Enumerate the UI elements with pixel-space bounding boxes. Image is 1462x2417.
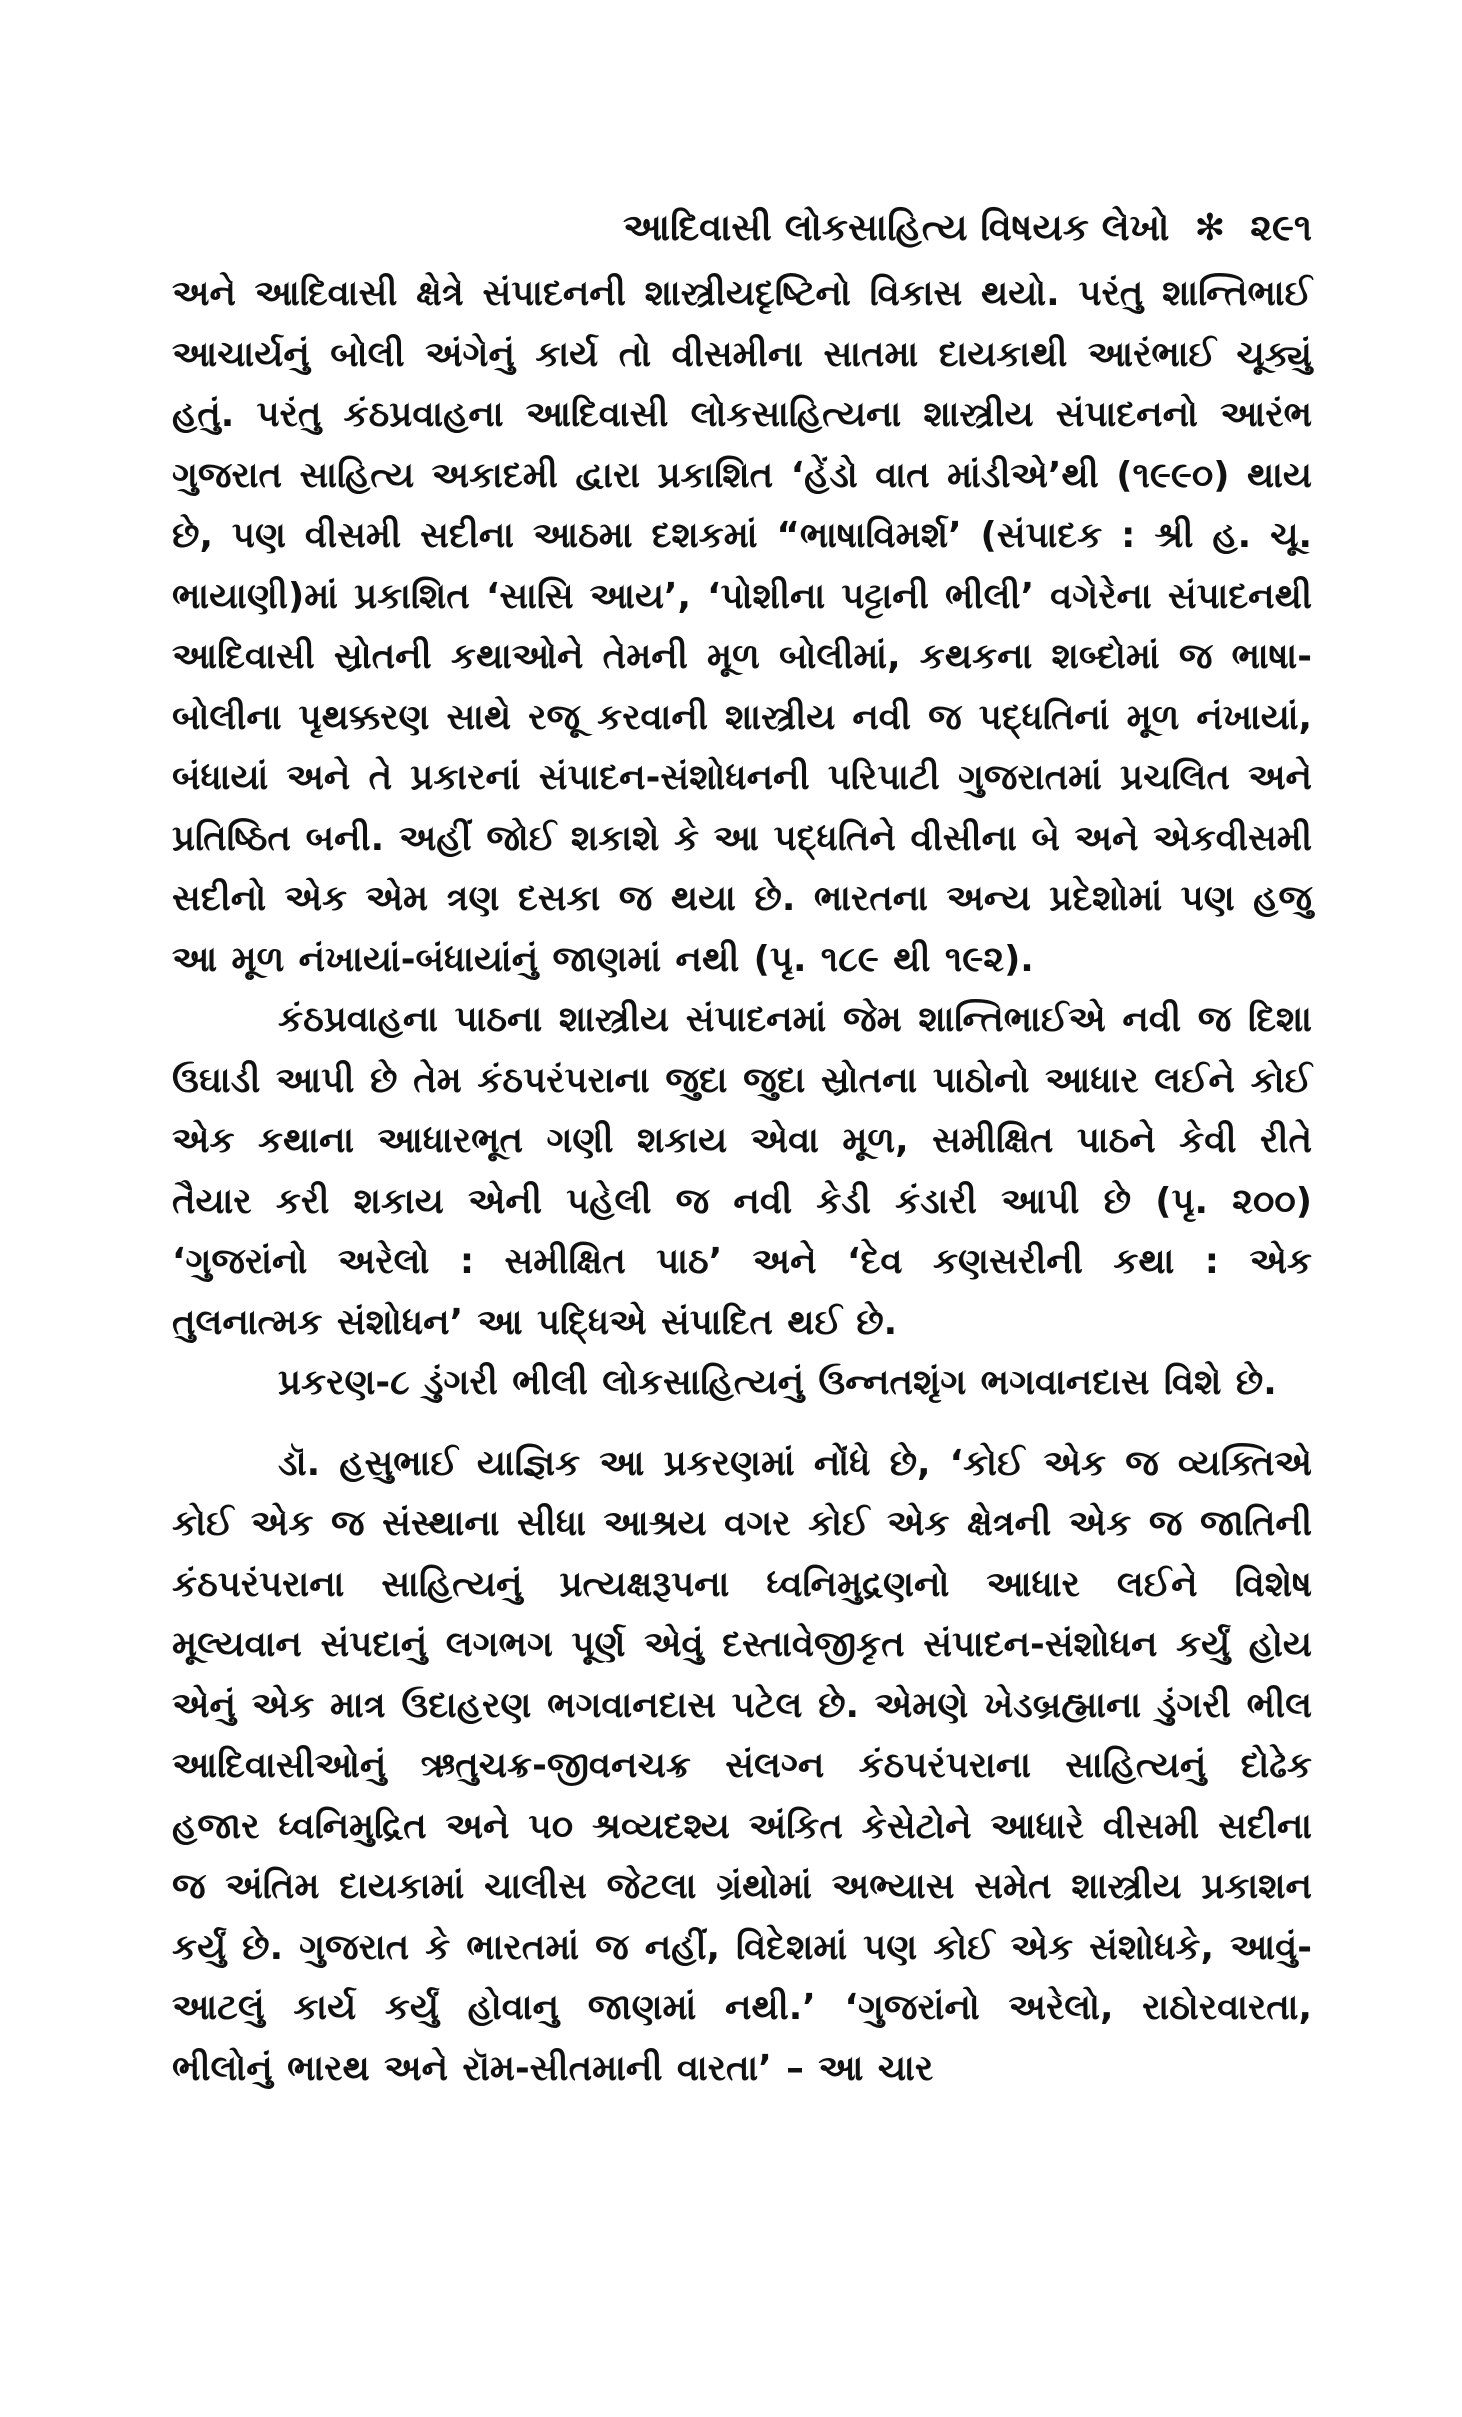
page-number: ૨૯૧ xyxy=(1250,206,1312,249)
paragraph-4: ડૉ. હસુભાઈ યાજ્ઞિક આ પ્રકરણમાં નોંધે છે, ‘કોઈ એક જ વ્યક્તિએ કોઈ એક જ સંસ્થાના સીધા આશ્રય વગર કોઈ એક ક્ષેત્રની એક જ જાતિની કંઠપરંપરાના સાહિત્યનું પ્રત્યક્ષરૂપના ધ્વનિમુદ્રણનો આધાર લઈને વિશેષ મૂલ્યવાન સંપદાનું લગભગ પૂર્ણ એવું દસ્તાવેજીકૃત સંપાદન-સંશોધન કર્યું હોય એનું એક માત્ર ઉદાહરણ ભગવાનદાસ પટેલ છે. એમણે ખેડબ્રહ્માના ડુંગરી ભીલ આદિવાસીઓનું ઋતુચક્ર-જીવનચક્ર સંલગ્ન કંઠપરંપરાના સાહિત્યનું દોઢેક હજાર ધ્વનિમુદ્રિત અને ૫૦ શ્રવ્યદશ્ય અંકિત કેસેટોને આધારે વીસમી સદીના જ અંતિમ દાયકામાં ચાલીસ જેટલા ગ્રંથોમાં અભ્યાસ સમેત શાસ્ત્રીય પ્રકાશન કર્યું છે. ગુજરાત કે ભારતમાં જ નહીં, વિદેશમાં પણ કોઈ એક સંશોધકે, આવું-આટલું કાર્ય કર્યું હોવાનુ જાણમાં નથી.’ ‘ગુજરાંનો અરેલો, રાઠોરવારતા, ભીલોનું ભારથ અને રૉમ-સીતમાની વારતા’ – આ ચાર xyxy=(172,1442,1312,2089)
header-title: આદિવાસી લોકસાહિત્ય વિષયક લેખો xyxy=(623,206,1170,249)
paragraph-3: પ્રકરણ-૮ ડુંગરી ભીલી લોકસાહિત્યનું ઉન્નતશૃંગ ભગવાનદાસ વિશે છે. xyxy=(278,1362,1277,1403)
asterisk-icon: ✻ xyxy=(1194,206,1226,249)
running-header xyxy=(172,198,1312,258)
paragraph-1: અને આદિવાસી ક્ષેત્રે સંપાદનની શાસ્ત્રીયદૃષ્ટિનો વિકાસ થયો. પરંતુ શાન્તિભાઈ આચાર્યનું બોલી અંગેનું કાર્ય તો વીસમીના સાતમા દાયકાથી આરંભાઈ ચૂક્યું હતું. પરંતુ કંઠપ્રવાહના આદિવાસી લોકસાહિત્યના શાસ્ત્રીય સંપાદનનો આરંભ ગુજરાત સાહિત્ય અકાદમી દ્વારા પ્રકાશિત ‘હેંડો વાત માંડીએ’થી (૧૯૯૦) થાય છે, પણ વીસમી સદીના આઠમા દશકમાં “ભાષાવિમર્શ’ (સંપાદક : શ્રી હ. ચૂ. ભાયાણી)માં પ્રકાશિત ‘સાસિ આય’, ‘પોશીના પટ્ટાની ભીલી’ વગેરેના સંપાદનથી આદિવાસી સ્રોતની કથાઓને તેમની મૂળ બોલીમાં, કથકના શબ્દોમાં જ ભાષા-બોલીના પૃથક્કરણ સાથે રજૂ કરવાની શાસ્ત્રીય નવી જ પદ્ધતિનાં મૂળ નંખાયાં, બંધાયાં અને તે પ્રકારનાં સંપાદન-સંશોધનની પરિપાટી ગુજરાતમાં પ્રચલિત અને પ્રતિષ્ઠિત બની. અહીં જોઈ શકાશે કે આ પદ્ધતિને વીસીના બે અને એકવીસમી સદીનો એક એમ ત્રણ દસકા જ થયા છે. ભારતના અન્ય પ્રદેશોમાં પણ હજુ આ મૂળ નંખાયાં-બંધાયાંનું જાણમાં નથી (પૃ. ૧૮૯ થી ૧૯૨). xyxy=(172,273,1312,980)
paragraph-2: કંઠપ્રવાહના પાઠના શાસ્ત્રીય સંપાદનમાં જેમ શાન્તિભાઈએ નવી જ દિશા ઉઘાડી આપી છે તેમ કંઠપરંપરાના જુદા જુદા સ્રોતના પાઠોનો આધાર લઈને કોઈ એક કથાના આધારભૂત ગણી શકાય એવા મૂળ, સમીક્ષિત પાઠને કેવી રીતે તૈયાર કરી શકાય એની પહેલી જ નવી કેડી કંડારી આપી છે (પૃ. ૨૦૦) ‘ગુજરાંનો અરેલો : સમીક્ષિત પાઠ’ અને ‘દેવ કણસરીની કથા : એક તુલનાત્મક સંશોધન’ આ પદ્ધિએ સંપાદિત થઈ છે. xyxy=(172,999,1312,1343)
